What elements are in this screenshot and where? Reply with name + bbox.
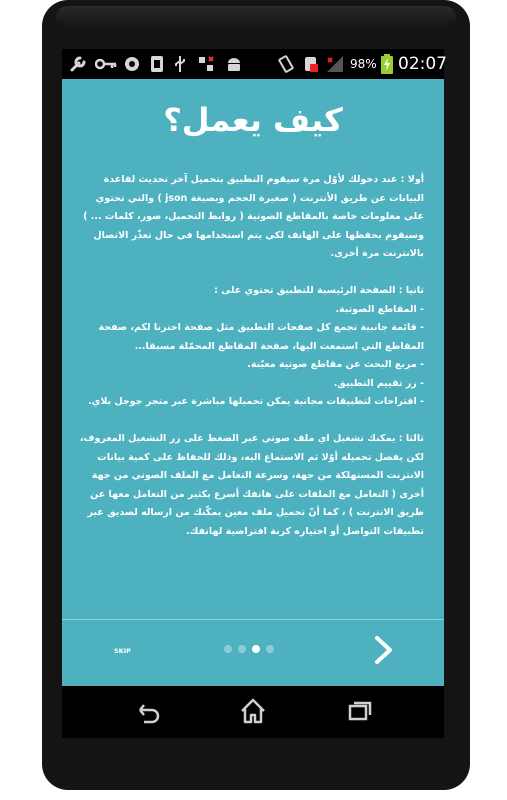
home-button[interactable] [238, 696, 268, 726]
vibrate-icon [276, 54, 296, 74]
footer-divider [62, 619, 444, 620]
app-screen [62, 79, 444, 686]
status-bar [62, 49, 447, 79]
sim-card-icon [148, 54, 166, 74]
page-title: كيف يعمل؟ [163, 101, 343, 139]
back-icon [132, 696, 162, 726]
skip-button[interactable]: SKIP [114, 647, 131, 655]
phone-top-bezel [56, 6, 456, 28]
recents-button[interactable] [344, 696, 374, 726]
instructions-text: أولا : عند دخولك لأوّل مرة سيقوم التطبيق بتحميل آخر تحديث لقاعدة البيانات عن طريق الأنترنت ( صغيرة الحجم وبصيغة json ) والتي تحتوي على معلومات خاصة بالمقاطع الصوتية ( روابط التحميل، صور، كلمات ... ) وسيقوم بحفظها على الهاتف لكي يتم استخدامها في حال تعذّر الاتصال بالانترنت مرة أخرى. ثانيا : الصفحة الرئيسية للتطبيق تحتوي على : - المقاطع الصوتية. - قائمة جانبية تجمع كل صفحات التطبيق مثل صفحة اخترنا لكم، صفحة المقاطع التي استمعت اليها، صفحة المقاطع المحمّلة مسبقا... - مربع البحث عن مقاطع صوتية معيّنة. - زر تقييم التطبيق. - اقتراحات لتطبيقات مجانية يمكن تحميلها مباشرة عبر متجر جوجل بلاي. ثالثا : يمكنك تشغيل اي ملف صوتي عبر الضغط على زر التشغيل المعروف، لكن يفضل تحميله أوّلا ثم الاستماع اليه، وذلك للحفاظ على كمية بيانات الانترنت المستهلكة من جهة، وسرعة التعامل مع الملف الصوتي من جهة أخرى ( التعامل مع الملفات على هاتفك أسرع بكثير من التعامل معها عن طريق الانترنت ) ، كما أنّ تحميل ملف معين يمكّنك من ارساله لصديق عبر تطبيقات التواصل أو اختياره كرنة افتراضية لهاتفك. [79, 174, 424, 537]
battery-percent: 98% [350, 57, 377, 71]
no-sim-icon [302, 54, 320, 74]
key-icon [94, 54, 118, 74]
chevron-right-icon [372, 635, 396, 665]
recents-icon [344, 696, 374, 726]
page-indicator [224, 645, 274, 653]
navigation-bar [62, 686, 444, 738]
page-dot-active [252, 645, 260, 653]
usb-icon [172, 54, 188, 74]
page-dot [238, 645, 246, 653]
android-icon [224, 54, 244, 74]
battery-icon [380, 54, 394, 74]
next-button[interactable] [372, 635, 396, 665]
no-signal-icon [196, 54, 216, 74]
back-button[interactable] [132, 696, 162, 726]
signal-icon [324, 54, 346, 74]
page-dot [266, 645, 274, 653]
wrench-icon [68, 54, 88, 74]
clock: 02:07 [398, 54, 447, 74]
home-icon [238, 696, 268, 726]
android-debug-icon [122, 54, 142, 74]
page-dot [224, 645, 232, 653]
